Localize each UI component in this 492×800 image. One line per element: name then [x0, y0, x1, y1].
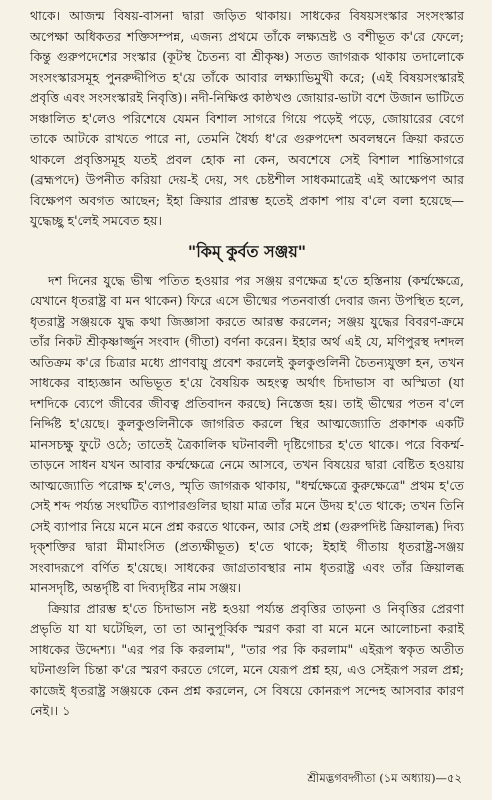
section-heading: "কিম্ কুর্বত সঞ্জয়": [187, 241, 307, 261]
body-paragraph-continued: থাকে। আজন্ম বিষয়-বাসনা দ্বারা জড়িত থাকায়। সাধকের বিষয়সংস্কার সংসংস্কার অপেক্ষা অধিকতর শক্তিসম্পন্ন, এজন্য প্রথমে তাঁকে লক্ষ্যভ্রষ্ট ও বশীভূত ক'রে ফেলে; কিন্তু গুরুপদেশের সংস্কার (কূটস্থ চৈতন্য বা শ্রীকৃষ্ণ) সতত জাগরূক থাকায় তদালোকে সংসংস্কারসমূহ পুনরুদ্দীপিত হ'য়ে তাঁকে আবার লক্ষ্যাভিমুখী করে; (এই বিষয়সংস্কারই প্রবৃত্তি এবং সংসংস্কারই নিবৃত্তি)। নদী-নিক্ষিপ্ত কাষ্ঠখণ্ড জোয়ার-ভাটা বশে উজান ভাটিতে সঞ্চালিত হ'লেও পরিশেষে যেমন বিশাল সাগরে গিয়ে পড়েই পড়ে, জোয়ারের বেগে তাকে আটকে রাখতে পারে না, তেমনি ধৈর্য্য ধ'রে গুরুপদেশ অবলম্বনে ক্রিয়া করতে থাকলে প্রবৃত্তিসমূহ যতই প্রবল হোক না কেন, অবশেষে সেই বিশাল শান্তিসাগরে (ব্রহ্মপদে) উপনীত করিয়া দেয়-ই দেয়, সৎ চেষ্টশীল সাধকমাত্রেই এই আক্ষেপণ আর বিক্ষেপণ অবগত আছেন; ইহা ক্রিয়ার প্রারম্ভ হতেই প্রকাশ পায় ব'লে বলা হয়েছে—যুদ্ধেচ্ছু হ'লেই সমবেত হয়।: [30, 8, 464, 228]
page-footer: শ্রীমদ্ভগবদ্গীতা (১ম অধ্যায়)—৫২: [307, 771, 462, 785]
body-paragraph: ক্রিয়ার প্রারম্ভ হ'তে চিদাভাস নষ্ট হওয়া পর্য্যন্ত প্রবৃত্তির তাড়না ও নিবৃত্তির প্রেরণা প্রভৃতি যা যা ঘটেছিল, তা তা আনুপূর্ব্বিক স্মরণ করা বা মনে মনে আলোচনা করাই সাধকের উদ্দেশ্য। "এর পর কি করলাম", "তার পর কি করলাম" এইরূপ স্বকৃত অতীত ঘটনাগুলি চিন্তা ক'রে স্মরণ করতে গেলে, মনে যেরূপ প্রশ্ন হয়, এও সেইরূপ সরল প্রশ্ন; কাজেই ধৃতরাষ্ট্র সঞ্জয়কে কেন প্রশ্ন করলেন, সে বিষয়ে কোনরূপ সন্দেহ আসবার কারণ নেই।। ১: [30, 600, 464, 718]
body-paragraph: দশ দিনের যুদ্ধে ভীষ্ম পতিত হওয়ার পর সঞ্জয় রণক্ষেত্র হ'তে হস্তিনায় (কর্ম্মক্ষেত্রে, যেখানে ধৃতরাষ্ট্র বা মন থাকেন) ফিরে এসে ভীষ্মের পতনবার্ত্তা দেবার জন্য উপস্থিত হলে, ধৃতরাষ্ট্র সঞ্জয়কে যুদ্ধ কথা জিজ্ঞাসা করতে আরম্ভ করলেন; সঞ্জয় যুদ্ধের বিবরণ-ক্রমে তাঁর নিকট শ্রীকৃষ্ণার্জ্জুন সংবাদ (গীতা) বর্ণনা করেন। ইহার অর্থ এই যে, মণিপুরস্থ দশদল অতিক্রম ক'রে চিত্রার মধ্যে প্রাণবায়ু প্রবেশ করলেই কুলকুণ্ডলিনী চৈতন্যযুক্তা হন, তখন সাধকের বাহ্যজ্ঞান অভিভূত হ'য়ে বৈষয়িক অহংত্ব অর্থাৎ চিদাভাস বা অস্মিতা (যা দশদিকে ব্যেপে জীবের জীবত্ব প্রতিবাদন করছে) নিস্তেজ হয়। তাই ভীষ্মের পতন ব'লে নির্দ্দিষ্ট হ'য়েছে। কুলকুণ্ডলিনীকে জাগরিত করলে স্থির আত্মজ্যোতি প্রকাশক একটি মানসচক্ষু ফুটে ওঠে; তাতেই ত্রৈকালিক ঘটনাবলী দৃষ্টিগোচর হ'তে থাকে। পরে বিকর্ম্ম-তাড়নে সাধন যখন আবার কর্ম্মক্ষেত্রে নেমে আসবে, তখন বিষয়ের দ্বারা বেষ্টিত হওয়ায় আত্মজ্যোতি পরোক্ষ হ'লেও, স্মৃতি জাগরূক থাকায়, "ধর্ম্মক্ষেত্রে কুরুক্ষেত্রে" প্রথম হ'তে সেই শব্দ পর্য্যন্ত সংঘটিত ব্যাপারগুলির ছায়া মাত্র তাঁর মনে উদয় হ'তে থাকে; তখন তিনি সেই ব্যাপার নিয়ে মনে মনে প্রশ্ন করতে থাকেন, আর সেই প্রশ্ন (গুরুপদিষ্ট ক্রিয়ালব্ধ) দিব্য দৃক্‌শক্তির দ্বারা মীমাংসিত (প্রত্যক্ষীভূত) হ'তে থাকে; ইহাই গীতায় ধৃতরাষ্ট্র-সঞ্জয় সংবাদরূপে বর্ণিত হ'য়েছে। সাধকের জাগ্রতাবস্থার নাম ধৃতরাষ্ট্র এবং তাঁর ক্রিয়ালব্ধ মানসদৃষ্টি, অন্তর্দৃষ্টি বা দিব্যদৃষ্টির নাম সঞ্জয়।: [30, 272, 464, 595]
